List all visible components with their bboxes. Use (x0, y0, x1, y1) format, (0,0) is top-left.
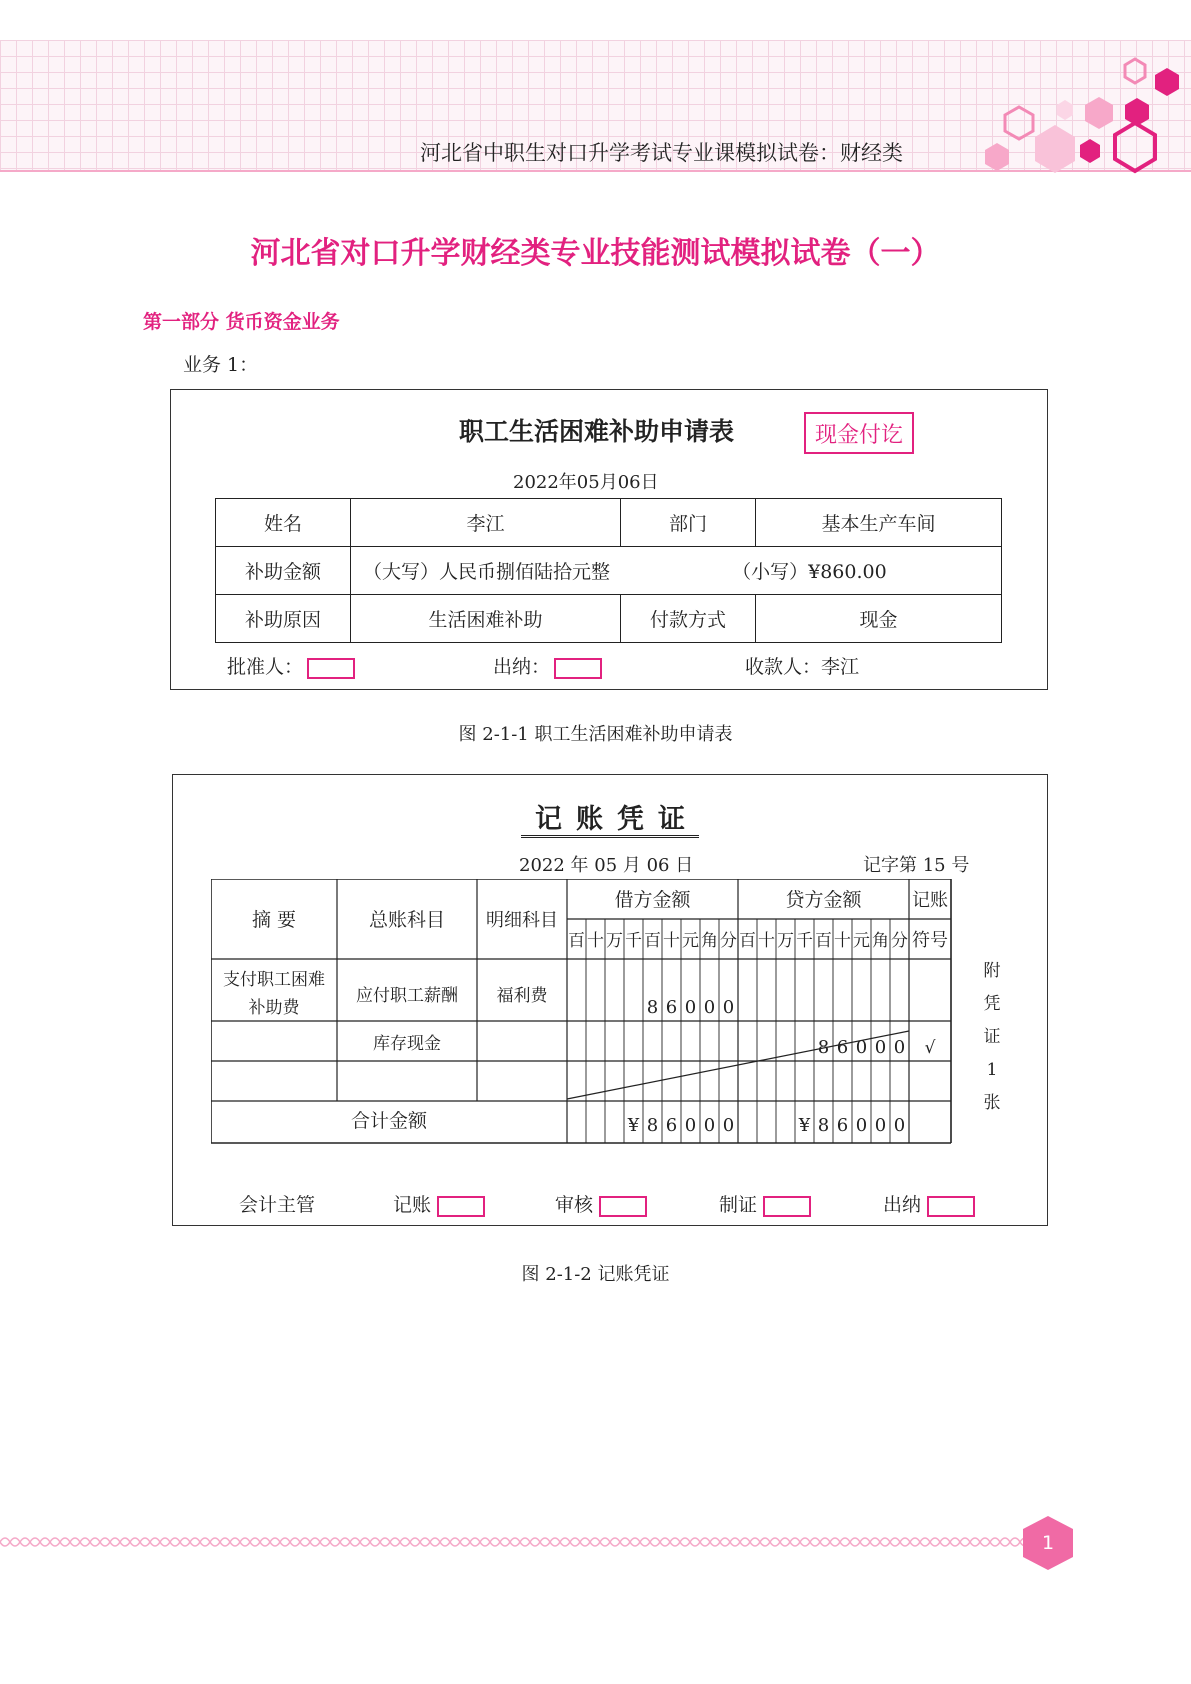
digit-header: 百 (739, 931, 756, 951)
voucher-date: 2022 年 05 月 06 日 (519, 855, 694, 876)
name-value: 李江 (351, 499, 621, 547)
voucher-title-text: 记账凭证 (521, 804, 699, 838)
total-credit-digit: 0 (855, 1115, 868, 1136)
name-label: 姓名 (216, 499, 351, 547)
row2-credit-digit: 6 (836, 1037, 849, 1058)
cashier-label: 出纳： (493, 656, 551, 678)
total-debit-digit: 0 (703, 1115, 716, 1136)
figure-caption-2: 图 2-1-2 记账凭证 (521, 1264, 670, 1285)
row1-general-account: 应付职工薪酬 (356, 986, 458, 1006)
row1-debit-digit: 0 (703, 997, 716, 1018)
payee-label: 收款人： (745, 656, 822, 678)
row2-general-account: 库存现金 (373, 1034, 441, 1054)
total-credit-digit: 0 (874, 1115, 887, 1136)
attachment-char: 1 (986, 1060, 998, 1080)
accounting-voucher (172, 774, 1048, 1226)
row2-credit-digit: 0 (874, 1037, 887, 1058)
approver-field (227, 652, 355, 679)
voucher-title (173, 797, 1047, 836)
document-title: 河北省对口升学财经类专业技能测试模拟试卷（一） (250, 236, 941, 271)
header-detail-account: 明细科目 (486, 910, 558, 931)
subsidy-application-form (170, 389, 1048, 690)
digit-header: 万 (777, 931, 794, 951)
voucher-grid (211, 879, 981, 1179)
application-table (215, 498, 1002, 643)
header-credit-amount: 贷方金额 (785, 889, 862, 911)
row1-summary: 补助费 (248, 998, 300, 1018)
digit-header: 角 (872, 931, 889, 951)
voucher-cashier-label: 出纳 (883, 1194, 922, 1216)
total-debit-digit: ¥ (627, 1115, 640, 1136)
amount-upper: （大写）人民币捌佰陆拾元整 (363, 561, 611, 583)
cashier-signature-box[interactable] (554, 658, 602, 679)
voucher-number: 记字第 15 号 (863, 855, 970, 876)
attachment-char: 证 (983, 1027, 1001, 1047)
form-title: 职工生活困难补助申请表 (459, 417, 735, 446)
reason-label: 补助原因 (216, 595, 351, 643)
section-title: 第一部分 货币资金业务 (143, 311, 340, 333)
digit-header: 万 (606, 931, 623, 951)
voucher-cashier-signature-box[interactable] (927, 1196, 975, 1217)
digit-header: 千 (796, 931, 813, 951)
row1-debit-digit: 0 (722, 997, 735, 1018)
prepare-label: 制证 (719, 1194, 758, 1216)
supervisor-label: 会计主管 (239, 1194, 316, 1216)
prepare-field (719, 1190, 811, 1217)
footer-wave-decoration (0, 1530, 1030, 1554)
voucher-table (211, 879, 981, 1183)
amount-label: 补助金额 (216, 547, 351, 595)
total-credit-digit: ¥ (798, 1115, 811, 1136)
header-posting-2: 符号 (912, 930, 948, 951)
review-field (555, 1190, 647, 1217)
header-title: 河北省中职生对口升学考试专业课模拟试卷：财经类 (420, 141, 903, 165)
row1-summary: 支付职工困难 (223, 970, 325, 990)
amount-lower: （小写）¥860.00 (732, 561, 887, 583)
header-summary: 摘 要 (251, 909, 297, 931)
row2-credit-digit: 8 (817, 1037, 830, 1058)
dept-label: 部门 (621, 499, 756, 547)
total-credit-digit: 6 (836, 1115, 849, 1136)
payment-label: 付款方式 (621, 595, 756, 643)
attachment-char: 凭 (983, 994, 1001, 1014)
dept-value: 基本生产车间 (756, 499, 1002, 547)
page-number-badge (1022, 1515, 1074, 1571)
voucher-cashier-field (883, 1190, 975, 1217)
approver-label: 批准人： (227, 656, 304, 678)
header-posting-1: 记账 (912, 890, 948, 911)
digit-header: 百 (815, 931, 832, 951)
digit-header: 元 (682, 931, 699, 951)
digit-header: 百 (644, 931, 661, 951)
row2-posting-mark: √ (924, 1038, 936, 1058)
bookkeeping-label: 记账 (393, 1194, 432, 1216)
digit-header: 角 (701, 931, 718, 951)
bookkeeping-signature-box[interactable] (437, 1196, 485, 1217)
attachment-note (981, 955, 1003, 1120)
header-general-account: 总账科目 (368, 909, 446, 931)
header-debit-amount: 借方金额 (614, 889, 691, 911)
total-debit-digit: 0 (722, 1115, 735, 1136)
row1-debit-digit: 0 (684, 997, 697, 1018)
payee-value: 李江 (821, 656, 860, 678)
digit-header: 十 (663, 931, 680, 951)
bookkeeping-field (393, 1190, 485, 1217)
attachment-char: 附 (983, 961, 1001, 981)
digit-header: 元 (853, 931, 870, 951)
review-label: 审核 (555, 1194, 594, 1216)
page-number: 1 (1041, 1532, 1055, 1554)
digit-header: 百 (568, 931, 585, 951)
row1-debit-digit: 6 (665, 997, 678, 1018)
total-label: 合计金额 (350, 1110, 428, 1132)
row2-credit-digit: 0 (855, 1037, 868, 1058)
row1-detail-account: 福利费 (496, 986, 548, 1006)
hexagon-decoration (975, 45, 1185, 175)
payee-field (745, 652, 859, 679)
approver-signature-box[interactable] (307, 658, 355, 679)
reason-value: 生活困难补助 (351, 595, 621, 643)
digit-header: 十 (758, 931, 775, 951)
total-debit-digit: 8 (646, 1115, 659, 1136)
prepare-signature-box[interactable] (763, 1196, 811, 1217)
digit-header: 十 (587, 931, 604, 951)
row2-credit-digit: 0 (893, 1037, 906, 1058)
task-label: 业务 1： (183, 354, 259, 376)
amount-value (351, 547, 1002, 595)
review-signature-box[interactable] (599, 1196, 647, 1217)
row1-debit-digit: 8 (646, 997, 659, 1018)
total-credit-digit: 0 (893, 1115, 906, 1136)
digit-header: 千 (625, 931, 642, 951)
total-debit-digit: 6 (665, 1115, 678, 1136)
digit-header: 十 (834, 931, 851, 951)
form-date: 2022年05月06日 (513, 472, 659, 493)
cashier-field (493, 652, 602, 679)
attachment-char: 张 (983, 1093, 1001, 1113)
cash-paid-stamp: 现金付讫 (804, 412, 914, 454)
digit-header: 分 (720, 931, 737, 951)
payment-value: 现金 (756, 595, 1002, 643)
digit-header: 分 (891, 931, 908, 951)
total-debit-digit: 0 (684, 1115, 697, 1136)
figure-caption-1: 图 2-1-1 职工生活困难补助申请表 (458, 724, 733, 745)
total-credit-digit: 8 (817, 1115, 830, 1136)
